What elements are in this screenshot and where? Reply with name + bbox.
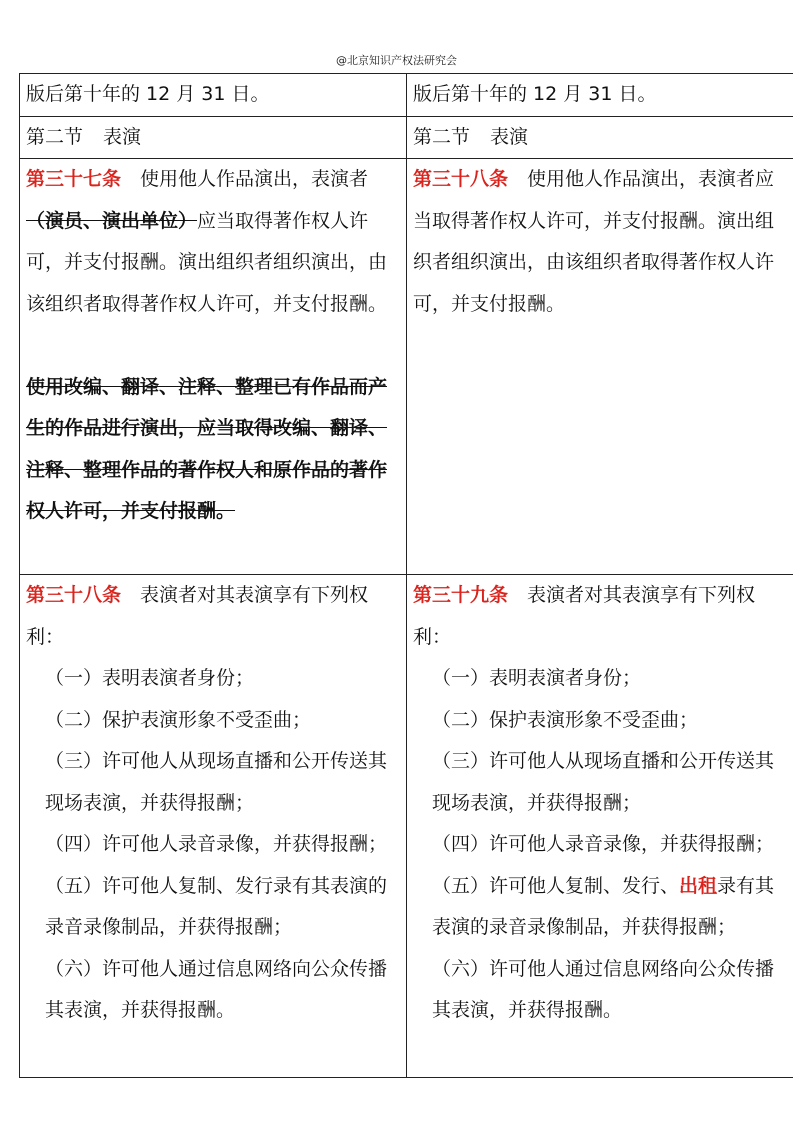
left-cell-section — [20, 116, 407, 159]
right-cell-article-39 — [407, 575, 793, 1078]
table-row — [20, 116, 793, 159]
article-number-left: 第三十七条 — [26, 168, 122, 190]
left-cell-article-38 — [20, 575, 407, 1078]
list-item: （二）保护表演形象不受歪曲； — [45, 708, 312, 731]
article-text: 表演者对其表演享有下列权利： — [413, 584, 756, 648]
article-intro-left — [26, 575, 402, 658]
ref-text-left: 版后第十年的 12 月 31 日。 — [26, 83, 270, 105]
page-header: @北京知识产权法研究会 — [336, 54, 457, 67]
article-38-right-text — [413, 159, 791, 325]
ref-text-right: 版后第十年的 12 月 31 日。 — [413, 83, 657, 105]
list-item: （六）许可他人通过信息网络向公众传播其表演，并获得报酬。 — [45, 957, 388, 1021]
list-item: （二）保护表演形象不受歪曲； — [432, 708, 699, 731]
added-text: 出租 — [679, 874, 718, 897]
article-number-right: 第三十八条 — [413, 168, 509, 190]
list-item: （五）许可他人复制、发行录有其表演的录音录像制品，并获得报酬； — [45, 874, 388, 938]
list-item: （四）许可他人录音录像，并获得报酬； — [432, 833, 775, 855]
deleted-paragraph: 使用改编、翻译、注释、整理已有作品而产生的作品进行演出，应当取得改编、翻译、注释、整理作品的著作权人和原作品的著作权人许可，并支付报酬。 — [26, 375, 388, 522]
section-title-left: 表演 — [103, 125, 142, 148]
article-text: 表演者对其表演享有下列权利： — [26, 584, 369, 648]
section-number-right: 第二节 — [413, 125, 471, 148]
article-text: 使用他人作品演出，表演者应当取得著作权人许可，并支付报酬。演出组织者组织演出，由该组织者取得著作权人许可，并支付报酬。 — [413, 168, 775, 315]
right-cell-section — [407, 116, 793, 159]
left-cell-article-37 — [20, 159, 407, 575]
list-item: （三）许可他人从现场直播和公开传送其现场表演，并获得报酬； — [45, 750, 388, 814]
section-number-left: 第二节 — [26, 125, 84, 148]
article-37-left-text — [26, 159, 402, 325]
section-title-right: 表演 — [490, 125, 529, 148]
article-number-left: 第三十八条 — [26, 584, 122, 606]
article-number-right: 第三十九条 — [413, 584, 509, 606]
table-row — [20, 575, 793, 1078]
comparison-table — [19, 73, 793, 1078]
table-row — [20, 159, 793, 575]
left-cell-ref — [20, 74, 407, 117]
right-cell-ref — [407, 74, 793, 117]
list-item: （一）表明表演者身份； — [45, 667, 255, 689]
article-text: 使用他人作品演出，表演者 — [121, 168, 369, 190]
list-item — [413, 866, 791, 949]
list-item: （三）许可他人从现场直播和公开传送其现场表演，并获得报酬； — [432, 750, 775, 814]
article-intro-right — [413, 575, 791, 658]
list-item: （六）许可他人通过信息网络向公众传播其表演，并获得报酬。 — [432, 957, 775, 1021]
list-item-text: （五）许可他人复制、发行、 — [432, 874, 680, 897]
article-text: 应当取得著作权人许可，并支付报酬。演出组织者组织演出，由该组织者取得著作权人许可，并支付报酬。 — [26, 209, 388, 315]
table-row — [20, 74, 793, 117]
deleted-text: （演员、演出单位） — [26, 209, 198, 232]
list-item: （四）许可他人录音录像，并获得报酬； — [45, 833, 388, 855]
list-item-text: 录有其表演的录音录像制品，并获得报酬； — [432, 874, 775, 938]
right-cell-article-38 — [407, 159, 793, 575]
list-item: （一）表明表演者身份； — [432, 667, 642, 689]
